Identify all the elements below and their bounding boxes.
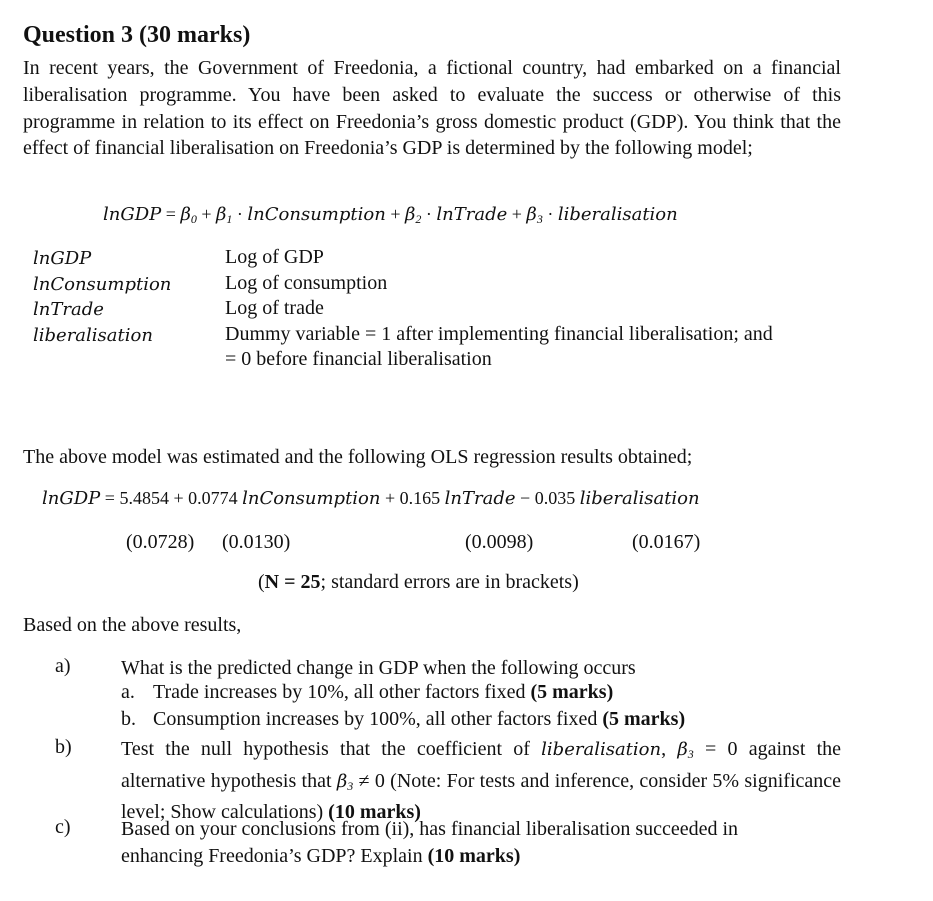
results-note xyxy=(258,571,579,594)
beta0: β xyxy=(180,204,191,225)
sub-b-text: Consumption increases by 100%, all other factors fixed xyxy=(153,708,598,730)
note-text: ; standard errors are in brackets) xyxy=(320,571,579,593)
sub-a-marks: (5 marks) xyxy=(530,681,614,703)
definition-row xyxy=(33,246,883,272)
task-c-marks: (10 marks) xyxy=(427,844,521,867)
definition-desc: Log of trade xyxy=(225,297,324,319)
se-constant: (0.0728) xyxy=(126,531,195,553)
task-a-label: a) xyxy=(55,655,71,677)
question-title: Question 3 (30 marks) xyxy=(23,22,251,48)
model-equation xyxy=(103,204,678,227)
eq-var-liberalisation: liberalisation xyxy=(557,204,678,225)
est-plus-1: + xyxy=(173,488,184,508)
dot-3: · xyxy=(547,204,554,224)
beta2: β xyxy=(404,204,416,225)
est-var-liberalisation: liberalisation xyxy=(579,488,700,509)
task-b-text xyxy=(121,736,841,826)
est-plus-2: + xyxy=(385,488,396,508)
est-constant: 5.4854 xyxy=(119,488,169,508)
estimated-equation xyxy=(42,488,700,509)
definition-row xyxy=(33,323,883,349)
definition-desc: Log of GDP xyxy=(225,246,324,268)
eq-lhs: lnGDP xyxy=(103,204,162,225)
sub-a-text: Trade increases by 10%, all other factors fixed xyxy=(153,681,526,703)
task-a-sub-b xyxy=(121,708,685,731)
task-b-neq0: ≠ 0 xyxy=(358,769,385,792)
task-c-label: c) xyxy=(55,816,71,838)
sub-b-label: b. xyxy=(121,708,136,730)
task-b-part1: Test the null hypothesis that the coefficient of xyxy=(121,738,530,760)
task-a-text: What is the predicted change in GDP when the following occurs xyxy=(121,657,636,679)
eq-equals: = xyxy=(165,204,176,224)
est-var-consumption: lnConsumption xyxy=(242,488,381,509)
task-b-beta-alt-sub: 3 xyxy=(347,778,354,793)
tasks-lead: Based on the above results, xyxy=(23,614,242,636)
definition-desc: Dummy variable = 1 after implementing financial liberalisation; and xyxy=(225,322,773,345)
beta0-sub: 0 xyxy=(190,212,197,226)
se-trade: (0.0098) xyxy=(465,531,534,553)
task-b-comma: , xyxy=(661,738,667,760)
task-b-eq0: = 0 xyxy=(704,738,738,760)
note-open: ( xyxy=(258,571,265,593)
beta1-sub: 1 xyxy=(226,212,233,226)
task-c-body: Based on your conclusions from (ii), has financial liberalisation succeeded in enhancing Freedonia’s GDP? Explain xyxy=(121,818,739,867)
definition-term: liberalisation xyxy=(33,324,153,346)
est-minus: − xyxy=(520,488,531,508)
definition-term: lnConsumption xyxy=(33,273,172,295)
sub-a-label: a. xyxy=(121,681,135,703)
beta3: β xyxy=(526,204,537,225)
eq-var-consumption: lnConsumption xyxy=(247,204,386,225)
eq-var-trade: lnTrade xyxy=(436,204,508,225)
beta3-sub: 3 xyxy=(536,212,543,226)
est-coef-consumption: 0.0774 xyxy=(188,488,238,508)
definition-desc: Log of consumption xyxy=(225,271,388,294)
intro-paragraph: In recent years, the Government of Freedonia, a fictional country, had embarked on a financial liberalisation programme. You have been asked to evaluate the success or otherwise of this programme in relation to its effect on Freedonia’s gross domestic product (GDP). You think that the effect of financial liberalisation on Freedonia’s GDP is determined by the following model; xyxy=(23,57,841,160)
variable-definitions xyxy=(33,246,883,348)
definition-term: lnGDP xyxy=(33,248,92,269)
task-b-var: liberalisation xyxy=(541,739,662,760)
se-liberalisation: (0.0167) xyxy=(632,531,701,553)
beta1: β xyxy=(216,204,227,225)
task-b-label: b) xyxy=(55,736,72,758)
task-b-beta-alt: β xyxy=(336,770,348,792)
note-sample-size: N = 25 xyxy=(264,571,321,593)
definition-row xyxy=(33,297,883,323)
task-b-beta-sub: 3 xyxy=(687,747,694,761)
definition-term: lnTrade xyxy=(33,299,104,320)
sub-b-marks: (5 marks) xyxy=(602,708,686,730)
definition-row xyxy=(33,272,883,298)
task-b-beta: β xyxy=(677,739,688,760)
est-coef-trade: 0.165 xyxy=(399,488,441,508)
est-lhs: lnGDP xyxy=(42,488,101,509)
task-a-sub-a xyxy=(121,681,613,704)
est-coef-liberalisation: 0.035 xyxy=(534,488,576,508)
definition-continuation: = 0 before financial liberalisation xyxy=(225,348,492,370)
task-b-marks: (10 marks) xyxy=(328,801,421,823)
task-b-part2: against the alternative hypothesis that xyxy=(121,738,842,792)
results-intro: The above model was estimated and the following OLS regression results obtained; xyxy=(23,446,693,468)
est-equals: = xyxy=(104,488,115,508)
task-b-part3: (Note: For tests and inference, consider 5% significance level; Show calculations) xyxy=(121,769,842,823)
se-consumption: (0.0130) xyxy=(222,531,291,553)
plus-2: + xyxy=(390,204,401,224)
plus-1: + xyxy=(201,204,212,224)
dot-2: · xyxy=(425,204,432,224)
dot-1: · xyxy=(236,204,243,224)
plus-3: + xyxy=(511,204,522,224)
task-c-text xyxy=(121,816,811,869)
est-var-trade: lnTrade xyxy=(444,488,516,509)
beta2-sub: 2 xyxy=(415,212,422,226)
